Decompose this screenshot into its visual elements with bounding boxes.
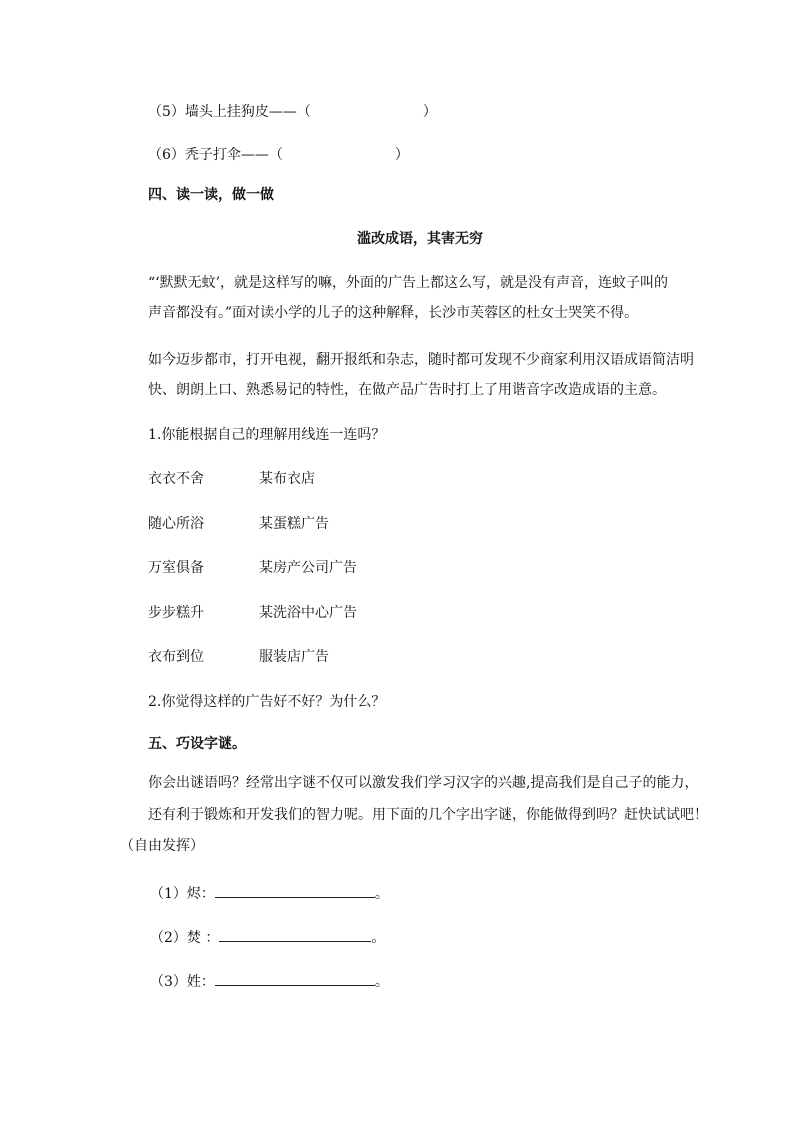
riddle-1-label: （1）烬： xyxy=(150,886,215,902)
riddle-3-label: （3）姓： xyxy=(150,974,215,990)
fill-item-5-label: （5）墙头上挂狗皮——（ xyxy=(148,104,311,120)
article-title: 滥改成语，其害无穷 xyxy=(357,231,483,247)
riddle-3-end: 。 xyxy=(374,974,389,990)
pair-right-5: 服装店广告 xyxy=(259,649,329,665)
pair-right-1: 某布衣店 xyxy=(259,471,315,487)
riddle-2-end: 。 xyxy=(371,930,386,946)
fill-item-5-close: ） xyxy=(422,104,437,120)
pair-left-3: 万室俱备 xyxy=(148,560,204,576)
riddle-3-answer-blank[interactable] xyxy=(215,971,375,986)
fill-item-5 xyxy=(148,102,437,122)
riddle-1-end: 。 xyxy=(374,886,389,902)
fill-item-6 xyxy=(148,145,409,165)
section5-heading: 五、巧设字谜。 xyxy=(148,736,246,752)
section5-para-line3: （自由发挥） xyxy=(120,838,204,854)
question-1: 1.你能根据自己的理解用线连一连吗？ xyxy=(148,427,386,443)
riddle-2-answer-blank[interactable] xyxy=(219,927,371,942)
riddle-2 xyxy=(150,927,385,948)
para2-line1: 如今迈步都市，打开电视，翻开报纸和杂志，随时都可发现不少商家利用汉语成语简洁明 xyxy=(148,352,694,368)
para1-line1: “‘默默无蚊’，就是这样写的嘛，外面的广告上都这么写，就是没有声音，连蚊子叫的 xyxy=(148,275,669,291)
pair-right-2: 某蛋糕广告 xyxy=(259,516,329,532)
riddle-1 xyxy=(150,883,389,904)
section4-heading: 四、读一读，做一做 xyxy=(148,187,274,203)
riddle-3 xyxy=(150,971,389,992)
pair-left-1: 衣衣不舍 xyxy=(148,471,204,487)
fill-item-6-label: （6）秃子打伞——（ xyxy=(148,147,283,163)
pair-right-4: 某洗浴中心广告 xyxy=(259,605,357,621)
fill-item-6-close: ） xyxy=(394,147,409,163)
section5-para-line2: 还有利于锻炼和开发我们的智力呢。用下面的几个字出字谜，你能做得到吗？赶快试试吧！ xyxy=(148,807,708,823)
riddle-1-answer-blank[interactable] xyxy=(215,883,375,898)
pair-left-2: 随心所浴 xyxy=(148,516,204,532)
riddle-2-label: （2）焚 ： xyxy=(150,930,220,946)
para1-line2: 声音都没有。”面对读小学的儿子的这种解释，长沙市芙蓉区的杜女士哭笑不得。 xyxy=(148,305,639,321)
pair-right-3: 某房产公司广告 xyxy=(259,560,357,576)
pair-left-4: 步步糕升 xyxy=(148,605,204,621)
pair-left-5: 衣布到位 xyxy=(148,649,204,665)
para2-line2: 快、朗朗上口、熟悉易记的特性，在做产品广告时打上了用谐音字改造成语的主意。 xyxy=(148,382,666,398)
question-2: 2.你觉得这样的广告好不好？为什么？ xyxy=(148,694,386,710)
section5-para-line1: 你会出谜语吗？经常出字谜不仅可以激发我们学习汉字的兴趣,提高我们是自己子的能力， xyxy=(148,775,699,791)
